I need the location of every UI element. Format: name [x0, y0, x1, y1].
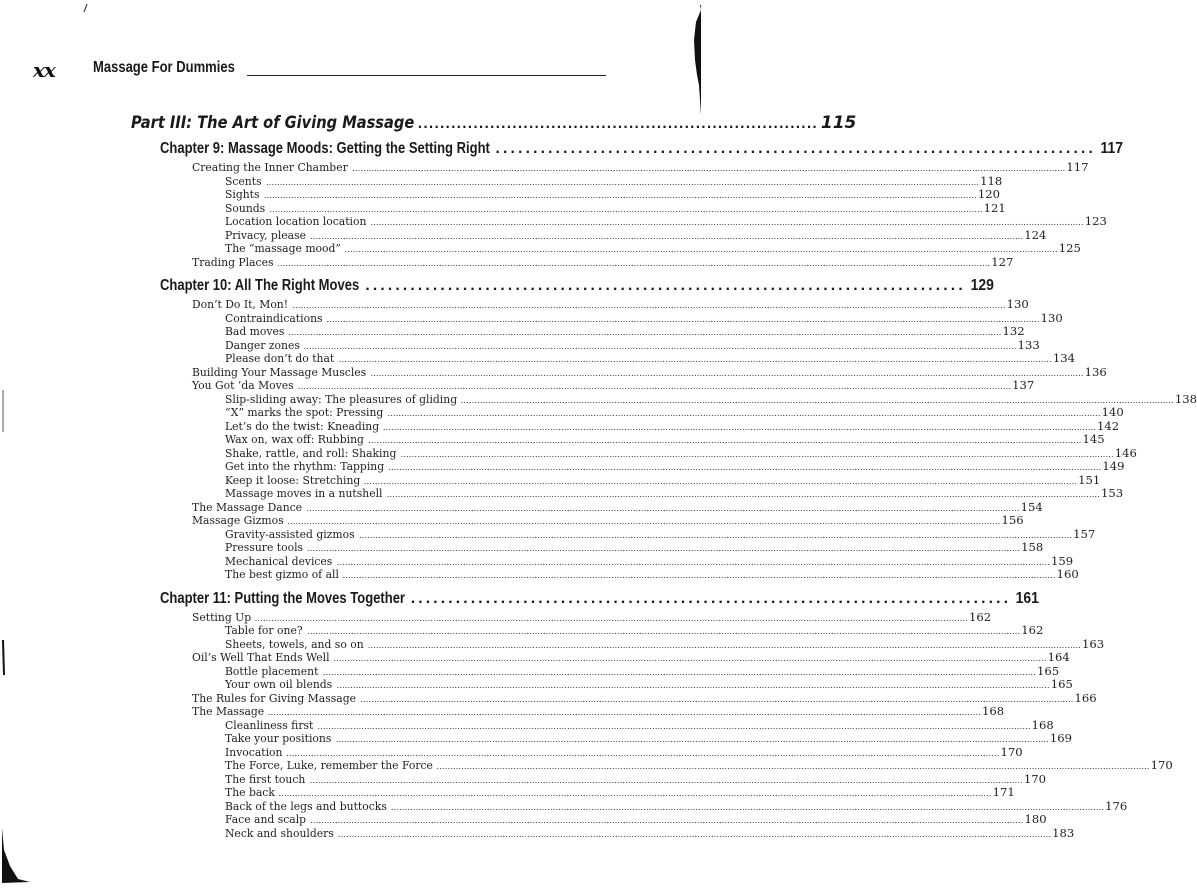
entry-page: 159 [1050, 553, 1074, 568]
leader-dots: .................................................................................................................................................................................................................................................................... [278, 789, 992, 798]
leader-dots: .................................................................................................................................................................................................................................................................... [288, 328, 1002, 337]
leader-dots: .................................................................................................................................................................................................................................................................... [317, 721, 1031, 731]
leader-dots: .................................................................................................................................................................................................................................................................... [382, 422, 1097, 432]
entry-page: 146 [1114, 445, 1137, 460]
entry-title: Mechanical devices [225, 553, 333, 568]
entry-title: Sounds [225, 200, 266, 215]
leader-dots: .................................................................................................................................................................................................................................................................... [333, 654, 1047, 663]
toc-section[interactable] [160, 650, 1070, 665]
leader-dots: .................................................................................................................................................................................................................................................................... [460, 395, 1174, 405]
toc-subsection[interactable] [160, 310, 1063, 326]
toc-subsection[interactable] [160, 214, 1107, 229]
leader-dots: ........................................................................ [417, 117, 818, 131]
leader-dots: .................................................................................................................................................................................................................................................................... [322, 667, 1037, 677]
entry-title: Bottle placement [225, 663, 319, 678]
toc-section[interactable] [160, 378, 1035, 393]
leader-dots: .................................................................................................................................................................................................................................................................... [337, 829, 1052, 839]
entry-page: 170 [1000, 744, 1023, 759]
toc-subsection[interactable] [160, 391, 1197, 407]
entry-title: “X” marks the spot: Pressing [225, 405, 384, 419]
toc-section[interactable] [160, 704, 1005, 719]
entry-page: 124 [1024, 227, 1047, 242]
entry-page: 158 [1021, 540, 1044, 554]
entry-page: 164 [1047, 650, 1070, 664]
leader-dots: .................................................................................................................................................................................................................................................................... [307, 627, 1021, 636]
entry-page: 162 [968, 609, 992, 624]
leader-dots: .................................................................................................................................................................................................................................................................... [266, 177, 980, 187]
page-folio: xx [33, 58, 55, 82]
entry-title: Privacy, please [225, 227, 307, 242]
toc-subsection[interactable] [160, 445, 1137, 461]
leader-dots: .................................................................................................................................................................................................................................................................... [342, 571, 1056, 580]
entry-title: Invocation [225, 744, 283, 759]
entry-page: 130 [1040, 310, 1063, 325]
chapter-heading[interactable] [160, 277, 994, 298]
entry-title: You Got ’da Moves [192, 378, 294, 392]
entry-page: 138 [1174, 391, 1197, 406]
leader-dots: .................................................................................................................................................................................................................................................................... [336, 681, 1050, 690]
toc-subsection[interactable] [160, 636, 1105, 652]
leader-dots: .................................................................................................................................................................................................................................................................... [390, 802, 1105, 812]
toc-subsection[interactable] [160, 418, 1120, 434]
leader-dots: .................................................................................................................................................................................................................................................................... [310, 816, 1024, 825]
toc-section[interactable] [160, 609, 992, 625]
entry-page: 165 [1037, 663, 1060, 678]
entry-title: The first touch [225, 771, 306, 786]
leader-dots: .................................................................................................................................................................................................................................................................... [254, 613, 968, 623]
entry-page: 153 [1100, 486, 1124, 500]
entry-page: 176 [1105, 798, 1128, 813]
entry-page: 157 [1073, 526, 1096, 541]
chapter-title: Chapter 9: Massage Moods: Getting the Setting Right [160, 140, 490, 157]
entry-title: Please don’t do that [225, 351, 335, 365]
entry-title: Wax on, wax off: Rubbing [225, 432, 364, 446]
toc-subsection[interactable] [160, 432, 1105, 447]
leader-dots: .................................................................................................................................................................................................................................................................... [310, 231, 1024, 241]
toc-subsection[interactable] [160, 351, 1076, 366]
entry-title: Your own oil blends [225, 677, 333, 691]
toc-subsection[interactable] [160, 758, 1173, 773]
entry-title: Oil’s Well That Ends Well [192, 650, 330, 664]
leader-dots: .................................................................................................................................................................................................................................................................... [297, 382, 1012, 391]
entry-page: 118 [980, 173, 1003, 188]
leader-dots: .................................................................................................................................................................................................................................................................... [344, 245, 1058, 254]
binding-shadow-left [2, 828, 30, 883]
leader-dots: .................................................................................................................................................................................................................................................................... [388, 463, 1102, 472]
toc-subsection[interactable] [160, 540, 1044, 555]
toc-subsection[interactable] [160, 324, 1025, 339]
chapter-title: Chapter 10: All The Right Moves [160, 277, 360, 294]
entry-title: Location location location [225, 214, 367, 228]
leader-dots: .................................................................................................................................................................................................................................................................... [352, 164, 1066, 173]
entry-title: Trading Places [192, 254, 274, 269]
header-rule [247, 75, 606, 76]
toc-subsection[interactable] [160, 798, 1128, 814]
chapter-page: 161 [1015, 589, 1040, 607]
entry-title: Building Your Massage Muscles [192, 364, 367, 379]
toc-subsection[interactable] [160, 173, 1003, 189]
entry-title: The Rules for Giving Massage [192, 690, 356, 705]
leader-dots: .................................................................................................................................................................................................................................................................... [286, 748, 1000, 758]
toc-subsection[interactable] [160, 717, 1054, 733]
part-page: 115 [820, 113, 857, 133]
entry-page: 136 [1084, 364, 1107, 379]
toc-section[interactable] [160, 160, 1089, 175]
entry-title: Cleanliness first [225, 717, 314, 732]
toc-subsection[interactable] [160, 405, 1124, 420]
entry-title: Gravity-assisted gizmos [225, 526, 355, 541]
entry-title: The Massage [192, 704, 265, 718]
entry-page: 127 [991, 254, 1014, 269]
part-title: Part III: The Art of Giving Massage [131, 113, 415, 133]
leader-dots: .................................................................................................................................................................................................................................................................... [370, 368, 1084, 378]
part-heading[interactable] [131, 113, 857, 133]
entry-page: 171 [992, 785, 1015, 799]
chapter-title: Chapter 11: Putting the Moves Together [160, 589, 406, 607]
toc-subsection[interactable] [160, 744, 1023, 760]
entry-page: 168 [982, 704, 1005, 718]
entry-page: 134 [1052, 351, 1076, 365]
toc-subsection[interactable] [160, 526, 1096, 542]
leader-dots: .................................................................................................................................................................................................................................................................... [338, 355, 1052, 364]
leader-dots: .................................................................................................................................................................................................................................................................... [303, 341, 1017, 351]
toc-section[interactable] [160, 690, 1097, 706]
entry-page: 142 [1097, 418, 1120, 433]
toc-subsection[interactable] [160, 187, 1001, 202]
entry-page: 154 [1020, 499, 1043, 514]
entry-title: Take your positions [225, 731, 332, 745]
toc-section[interactable] [160, 297, 1029, 312]
toc-subsection[interactable] [160, 553, 1074, 569]
toc-subsection[interactable] [160, 677, 1073, 692]
edge-mark [3, 640, 4, 675]
entry-title: The Force, Luke, remember the Force [225, 758, 433, 772]
table-of-contents [160, 140, 1197, 840]
entry-title: Pressure tools [225, 540, 304, 554]
entry-page: 170 [1023, 771, 1047, 786]
leader-dots: .................................................................................................................................................................................................................................................................... [368, 436, 1082, 445]
pen-mark [84, 4, 87, 12]
chapter-page: 129 [970, 277, 994, 294]
toc-subsection[interactable] [160, 459, 1125, 474]
toc-subsection[interactable] [160, 241, 1081, 256]
entry-page: 149 [1102, 459, 1125, 473]
entry-title: Scents [225, 173, 262, 188]
entry-page: 160 [1056, 567, 1079, 581]
entry-page: 151 [1078, 472, 1101, 487]
entry-title: Contraindications [225, 310, 323, 325]
entry-page: 133 [1017, 337, 1040, 352]
toc-subsection[interactable] [160, 785, 1015, 800]
toc-section[interactable] [160, 513, 1024, 528]
entry-page: 140 [1101, 405, 1124, 419]
leader-dots: .................................................................................................................................................................................................................................................................... [277, 258, 991, 268]
toc-subsection[interactable] [160, 771, 1047, 787]
entry-page: 183 [1052, 825, 1075, 840]
entry-title: Setting Up [192, 609, 252, 624]
chapter-spacer [160, 269, 608, 277]
toc-subsection[interactable] [160, 472, 1101, 488]
chapter-heading[interactable] [160, 140, 1124, 161]
entry-page: 170 [1150, 758, 1173, 772]
entry-page: 163 [1081, 636, 1105, 651]
toc-section[interactable] [160, 364, 1107, 380]
toc-subsection[interactable] [160, 337, 1040, 353]
leader-dots: .................................................................................................................................................................................................................................................................... [267, 708, 981, 717]
entry-title: Slip-sliding away: The pleasures of gliding [225, 391, 458, 406]
entry-title: Let’s do the twist: Kneading [225, 418, 380, 433]
toc-subsection[interactable] [160, 731, 1073, 746]
entry-page: 137 [1012, 378, 1035, 392]
entry-page: 132 [1002, 324, 1025, 338]
entry-title: Sheets, towels, and so on [225, 636, 364, 651]
entry-page: 121 [983, 200, 1006, 215]
chapter-page: 117 [1100, 140, 1124, 157]
entry-title: The “massage mood” [225, 241, 341, 255]
leader-dots: .................................................................................................................................................................................................................................................................... [307, 544, 1021, 553]
entry-title: Neck and shoulders [225, 825, 334, 840]
entry-title: Face and scalp [225, 812, 307, 826]
leader-dots: .................................................................................................................................................................................................................................................................... [336, 557, 1050, 567]
toc-subsection[interactable] [160, 567, 1079, 582]
toc-subsection[interactable] [160, 825, 1075, 841]
entry-page: 117 [1066, 160, 1089, 174]
toc-subsection[interactable] [160, 623, 1044, 638]
toc-subsection[interactable] [160, 812, 1047, 827]
entry-title: Creating the Inner Chamber [192, 160, 348, 174]
leader-dots: ................................................................................ [365, 277, 966, 294]
entry-title: Shake, rattle, and roll: Shaking [225, 445, 397, 460]
leader-dots: .................................................................................................................................................................................................................................................................... [306, 503, 1020, 513]
leader-dots: .................................................................................................................................................................................................................................................................... [287, 517, 1001, 526]
toc-section[interactable] [160, 254, 1014, 270]
leader-dots: ................................................................................ [410, 589, 1012, 607]
leader-dots: ................................................................................ [495, 140, 1097, 157]
entry-page: 120 [977, 187, 1001, 201]
leader-dots: .................................................................................................................................................................................................................................................................... [387, 409, 1101, 418]
leader-dots: .................................................................................................................................................................................................................................................................... [292, 301, 1006, 310]
entry-page: 130 [1006, 297, 1029, 311]
chapter-spacer [160, 582, 608, 590]
leader-dots: .................................................................................................................................................................................................................................................................... [263, 191, 977, 200]
entry-page: 169 [1049, 731, 1073, 745]
toc-subsection[interactable] [160, 227, 1047, 243]
entry-page: 166 [1074, 690, 1097, 705]
entry-title: Bad moves [225, 324, 285, 338]
leader-dots: .................................................................................................................................................................................................................................................................... [367, 640, 1081, 650]
entry-title: Back of the legs and buttocks [225, 798, 387, 813]
leader-dots: .................................................................................................................................................................................................................................................................... [370, 218, 1084, 227]
leader-dots: .................................................................................................................................................................................................................................................................... [363, 476, 1078, 486]
entry-title: The back [225, 785, 275, 799]
binding-shadow-right [694, 5, 701, 115]
entry-page: 123 [1084, 214, 1107, 228]
entry-page: 165 [1050, 677, 1073, 691]
entry-title: Massage moves in a nutshell [225, 486, 383, 500]
leader-dots: .................................................................................................................................................................................................................................................................... [309, 775, 1023, 785]
entry-title: Keep it loose: Stretching [225, 472, 361, 487]
toc-subsection[interactable] [160, 663, 1060, 679]
entry-page: 180 [1024, 812, 1047, 826]
leader-dots: .................................................................................................................................................................................................................................................................... [335, 735, 1049, 744]
entry-page: 145 [1082, 432, 1105, 446]
toc-subsection[interactable] [160, 200, 1006, 216]
entry-title: Get into the rhythm: Tapping [225, 459, 385, 473]
leader-dots: .................................................................................................................................................................................................................................................................... [400, 449, 1114, 459]
entry-title: Table for one? [225, 623, 303, 637]
running-head-title: Massage For Dummies [93, 59, 235, 76]
entry-title: The best gizmo of all [225, 567, 339, 581]
toc-section[interactable] [160, 499, 1043, 515]
leader-dots: .................................................................................................................................................................................................................................................................... [360, 694, 1074, 704]
leader-dots: .................................................................................................................................................................................................................................................................... [436, 762, 1150, 771]
entry-page: 125 [1058, 241, 1081, 255]
entry-title: Massage Gizmos [192, 513, 284, 527]
entry-page: 162 [1021, 623, 1044, 637]
chapter-heading[interactable] [160, 589, 1040, 611]
leader-dots: .................................................................................................................................................................................................................................................................... [386, 490, 1100, 499]
leader-dots: .................................................................................................................................................................................................................................................................... [269, 204, 983, 214]
entry-page: 156 [1001, 513, 1024, 527]
entry-title: The Massage Dance [192, 499, 303, 514]
entry-title: Don’t Do It, Mon! [192, 297, 289, 311]
entry-page: 168 [1031, 717, 1054, 732]
entry-title: Danger zones [225, 337, 300, 352]
leader-dots: .................................................................................................................................................................................................................................................................... [326, 314, 1040, 324]
leader-dots: .................................................................................................................................................................................................................................................................... [358, 530, 1073, 540]
entry-title: Sights [225, 187, 260, 201]
toc-subsection[interactable] [160, 486, 1124, 501]
